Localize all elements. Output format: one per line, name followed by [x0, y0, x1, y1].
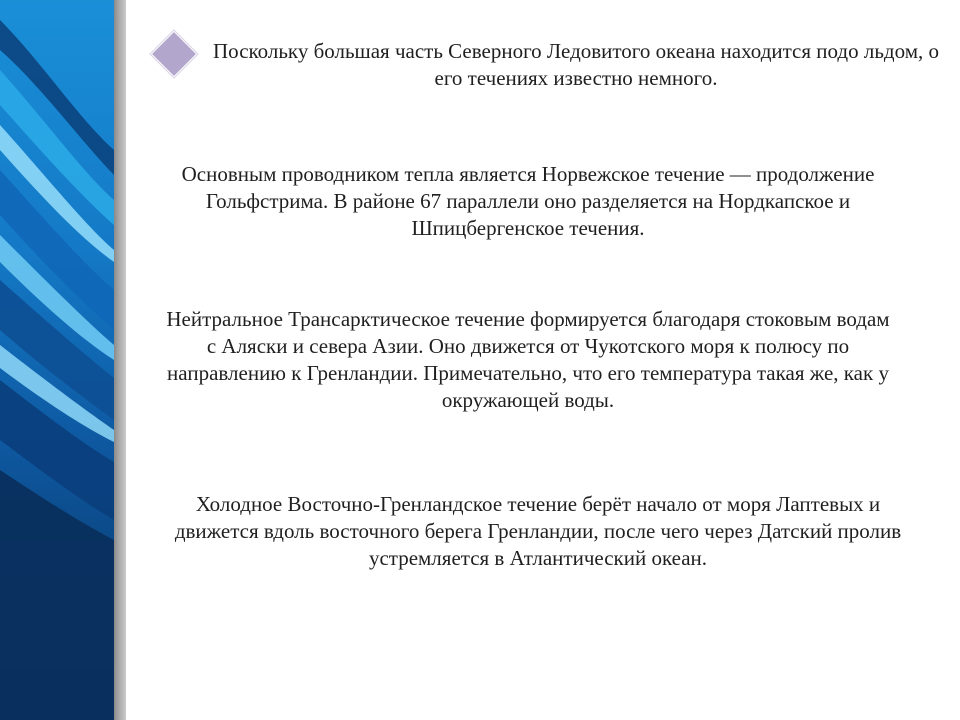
decorative-side-band	[0, 0, 114, 720]
paragraph-norwegian-current: Основным проводником тепла является Норвежское течение — продолжение Гольфстрима. В районе 67 параллели оно разделяется на Нордкапское и Шпицбергенское течения.	[181, 162, 875, 240]
paragraph-east-greenland-current: Холодное Восточно-Гренландское течение берёт начало от моря Лаптевых и движется вдоль восточного берега Гренландии, после чего через Датский пролив устремляется в Атлантический океан.	[174, 492, 902, 570]
gray-vertical-rule	[114, 0, 126, 720]
diamond-icon	[148, 28, 200, 80]
paragraph-transarctic-current: Нейтральное Трансарктическое течение формируется благодаря стоковым водам с Аляски и севера Азии. Оно движется от Чукотского моря к полюсу по направлению к Гренландии. Примечательно, что его температура такая же, как у окружающей воды.	[166, 307, 890, 412]
wave-band-graphic	[0, 0, 114, 720]
paragraph-ice-currents: Поскольку большая часть Северного Ледовитого океана находится подо льдом, о его течениях известно немного.	[213, 39, 939, 90]
